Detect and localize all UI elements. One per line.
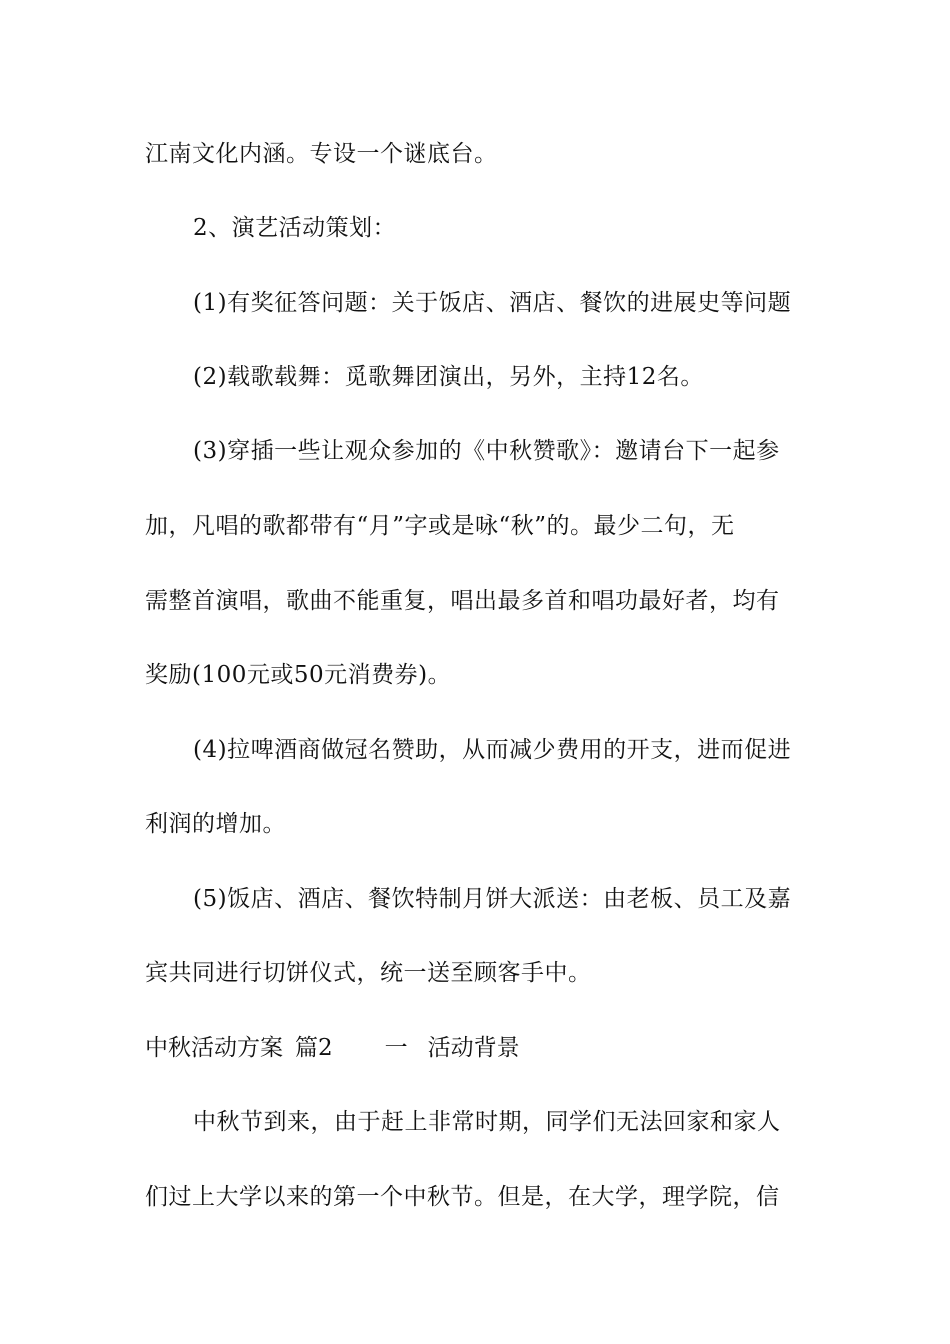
paragraph-line: 加，凡唱的歌都带有“月”字或是咏“秋”的。最少二句，无 [145,513,735,539]
heading-title: 中秋活动方案 [145,1035,283,1061]
paragraph-line: (5)饭店、酒店、餐饮特制月饼大派送：由老板、员工及嘉 [193,886,792,912]
paragraph-line: (4)拉啤酒商做冠名赞助，从而减少费用的开支，进而促进 [193,737,792,763]
paragraph-line: 2、演艺活动策划： [193,215,397,241]
paragraph-line: 需整首演唱，歌曲不能重复，唱出最多首和唱功最好者，均有 [145,588,780,614]
paragraph-line: 们过上大学以来的第一个中秋节。但是，在大学，理学院，信 [145,1184,780,1210]
paragraph-line: (1)有奖征答问题：关于饭店、酒店、餐饮的进展史等问题 [193,290,792,316]
paragraph-line: 江南文化内涵。专设一个谜底台。 [145,141,498,167]
section-number: 一 [384,1035,408,1061]
paragraph-line: (3)穿插一些让观众参加的《中秋赞歌》：邀请台下一起参 [193,438,780,464]
paragraph-line: 中秋节到来，由于赶上非常时期，同学们无法回家和家人 [193,1109,781,1135]
paragraph-line: 奖励(100元或50元消费券)。 [145,662,452,688]
heading-number: 篇2 [295,1035,333,1061]
section-heading [145,1033,810,1063]
paragraph-line: 宾共同进行切饼仪式，统一送至顾客手中。 [145,960,592,986]
paragraph-line: (2)载歌载舞：觅歌舞团演出，另外，主持12名。 [193,364,704,390]
section-title: 活动背景 [427,1035,520,1061]
paragraph-line: 利润的增加。 [145,811,286,837]
